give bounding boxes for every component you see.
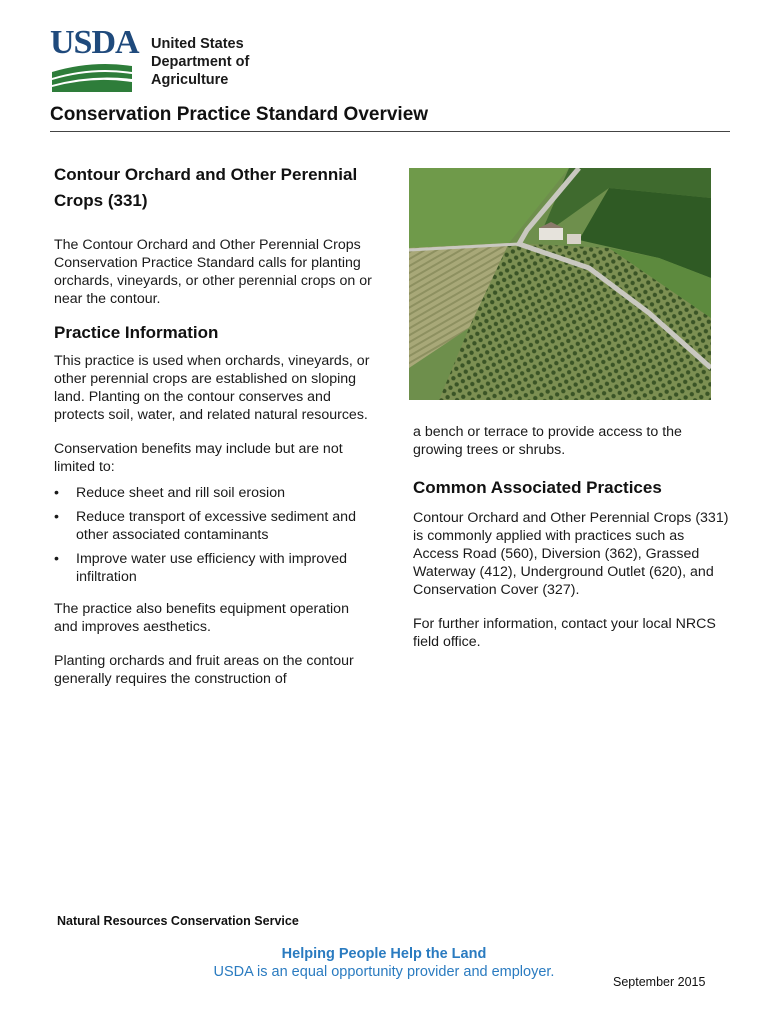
practice-info-paragraph: This practice is used when orchards, vineyards, or other perennial crops are established on sloping land. Planting on the contour conserves and protects soil, water, and related natural resources.	[54, 353, 370, 423]
practice-info-heading: Practice Information	[54, 323, 219, 342]
benefit-item: • Reduce sheet and rill soil erosion	[76, 484, 374, 502]
usda-wordmark: USDA	[50, 24, 139, 61]
orchard-aerial-photo	[409, 168, 711, 400]
left-column	[54, 162, 374, 704]
associated-practices-paragraph: Contour Orchard and Other Perennial Crops (331) is commonly applied with practices such as Access Road (560), Diversion (362), Grassed Waterway (412), Underground Outlet (620), and Conservation Cover (327).	[413, 510, 729, 598]
benefit-item: • Improve water use efficiency with improved infiltration	[76, 550, 374, 586]
construction-paragraph: Planting orchards and fruit areas on the contour generally requires the construction of	[54, 653, 354, 687]
footer-tagline: Helping People Help the Land	[281, 946, 487, 962]
benefits-list	[54, 484, 374, 586]
associated-practices-heading: Common Associated Practices	[413, 478, 662, 497]
title-divider	[50, 131, 730, 132]
document-title: Conservation Practice Standard Overview	[50, 104, 429, 125]
footer-date: September 2015	[613, 975, 706, 989]
benefits-intro: Conservation benefits may include but are not limited to:	[54, 441, 343, 475]
right-column	[413, 423, 733, 667]
practice-title-line-1: Contour Orchard and Other Perennial	[54, 165, 358, 184]
logo-line-2: Department of	[151, 54, 250, 70]
footer-agency: Natural Resources Conservation Service	[57, 914, 299, 928]
intro-paragraph: The Contour Orchard and Other Perennial Crops Conservation Practice Standard calls for planting orchards, vineyards, or other perennial crops on or near the contour.	[54, 237, 372, 307]
orchard-photo-illustration	[409, 168, 711, 400]
contact-paragraph: For further information, contact your local NRCS field office.	[413, 616, 716, 650]
usda-logo	[50, 26, 270, 98]
footer-equal-opportunity: USDA is an equal opportunity provider and employer.	[213, 964, 555, 980]
usda-swoosh-icon	[52, 62, 132, 92]
benefit-item: • Reduce transport of excessive sediment and other associated contaminants	[76, 508, 374, 544]
practice-title-line-2: Crops (331)	[54, 191, 148, 210]
logo-line-1: United States	[151, 36, 244, 52]
practice-title	[54, 162, 374, 214]
logo-line-3: Agriculture	[151, 72, 229, 88]
construction-continued: a bench or terrace to provide access to the growing trees or shrubs.	[413, 424, 682, 458]
aesthetics-paragraph: The practice also benefits equipment operation and improves aesthetics.	[54, 601, 349, 635]
